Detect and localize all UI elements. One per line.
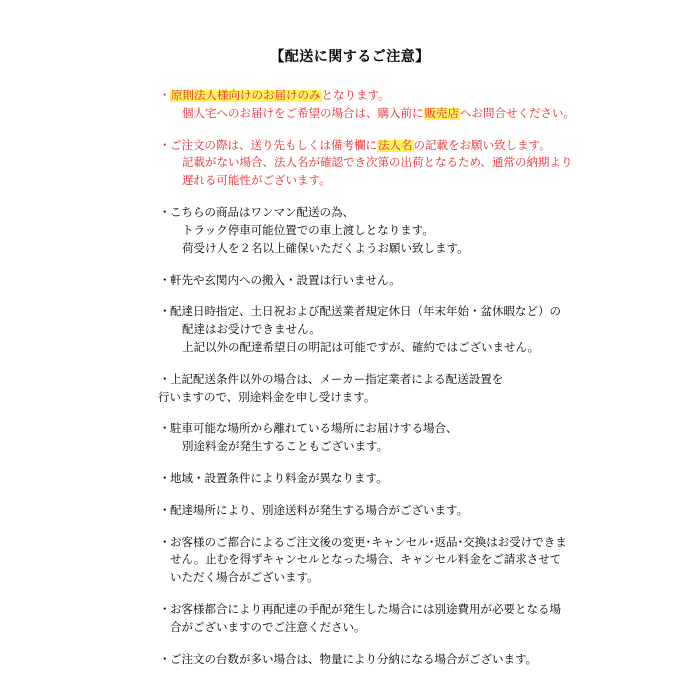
note-text: 上記以外の配達希望日の明記は可能ですが、確約ではございません。 [182, 341, 540, 354]
bullet-icon: ・ [159, 90, 171, 102]
note-text: トラック停車可能位置での車上渡しとなります。 [182, 224, 434, 237]
note-parking-distance-fee [159, 421, 670, 457]
bullet-icon: ・ [159, 306, 171, 319]
note-no-carry-in [159, 273, 670, 291]
note-redelivery-fee [159, 602, 670, 638]
note-line [170, 273, 670, 291]
note-line [170, 223, 670, 241]
note-line [170, 620, 670, 638]
note-text: 地域・設置条件により料金が異なります。 [170, 473, 388, 485]
note-region-fee-differs [159, 471, 670, 489]
note-line [170, 340, 670, 358]
bullet-icon: ・ [159, 536, 171, 549]
note-text: 原則法人様向けのお届けのみ [171, 90, 321, 102]
note-text: 荷受け人を２名以上確保いただくようお願い致します。 [182, 242, 469, 255]
bullet-icon: ・ [159, 473, 171, 485]
note-text: 合がございますのでご注意ください。 [170, 621, 366, 634]
note-other-conditions-fee [158, 372, 670, 408]
bullet-icon: ・ [159, 504, 171, 517]
bullet-icon: ・ [159, 207, 171, 220]
note-line [170, 471, 670, 489]
note-text: となります。 [321, 90, 390, 102]
note-text: 配達日時指定、土日祝および配送業者規定休日（年末年始・盆休暇など）の [170, 306, 561, 319]
note-line [170, 439, 670, 457]
note-line [170, 173, 670, 191]
bullet-icon: ・ [159, 604, 171, 617]
note-text: ご注文の際は、送り先もしくは備考欄に [170, 139, 377, 152]
note-line [170, 503, 670, 521]
note-text: せん。止むを得ずキャンセルとなった場合、キャンセル料金をご請求させて [170, 554, 562, 567]
note-text: ご注文の台数が多い場合は、物量により分納になる場合がございます。 [170, 653, 538, 666]
note-line [170, 205, 670, 223]
note-text: いただく場合がございます。 [170, 572, 319, 585]
note-text: 駐車可能な場所から離れている場所にお届けする場合、 [170, 423, 458, 436]
note-line [170, 155, 670, 173]
note-line [170, 372, 670, 390]
note-no-cancel-return [159, 535, 670, 588]
note-line [170, 421, 670, 439]
note-text: 別途料金が発生することもございます。 [182, 441, 389, 454]
note-line [170, 322, 670, 340]
note-text: 配達はお受けできません。 [182, 324, 321, 337]
note-text: 行いますので、別途料金を申し受けます。 [158, 391, 376, 404]
note-line [170, 552, 670, 570]
note-extra-shipping-fee [159, 503, 670, 521]
note-line [170, 535, 670, 553]
note-line [170, 106, 670, 124]
note-text: 記載がない場合、法人名が確認でき次第の出荷となるため、通常の納期より [182, 157, 573, 170]
note-text: お客様のご都合によるご注文後の変更･キャンセル･返品･交換はお受けできま [170, 536, 567, 549]
note-company-name-required [159, 138, 670, 191]
note-text: こちらの商品はワンマン配送の為、 [170, 207, 354, 220]
bullet-icon: ・ [159, 653, 171, 666]
note-text: 販売店 [424, 107, 459, 120]
note-text: の記載をお願い致します。 [413, 139, 551, 152]
note-text: 軒先や玄関内への搬入・設置は行いません。 [170, 274, 401, 287]
note-split-delivery [159, 652, 670, 670]
note-line [158, 390, 670, 408]
note-text: 遅れる可能性がございます。 [182, 175, 331, 188]
note-corporate-delivery [159, 88, 670, 124]
note-text: 個人宅へのお届けをご希望の場合は、購入前に [182, 107, 424, 120]
note-line [170, 602, 670, 620]
note-no-date-designation [159, 304, 670, 357]
note-line [170, 304, 670, 322]
bullet-icon: ・ [159, 423, 171, 436]
note-text: 法人名 [378, 139, 413, 152]
note-text: お客様都合により再配達の手配が発生した場合には別途費用が必要となる場 [170, 604, 561, 617]
note-line [170, 241, 670, 259]
note-text: 上記配送条件以外の場合は、メーカー指定業者による配送設置を [170, 373, 504, 386]
note-one-man-delivery [159, 205, 670, 258]
page-title: 【配送に関するご注意】 [270, 48, 430, 64]
note-line [170, 88, 670, 106]
bullet-icon: ・ [159, 274, 171, 287]
note-line [170, 570, 670, 588]
notes-list [30, 88, 670, 670]
bullet-icon: ・ [159, 373, 171, 386]
bullet-icon: ・ [159, 139, 171, 152]
note-line [170, 138, 670, 156]
note-text: 配達場所により、別途送料が発生する場合がございます。 [170, 504, 469, 517]
note-line [170, 652, 670, 670]
note-text: へお問合せください。 [460, 107, 575, 120]
